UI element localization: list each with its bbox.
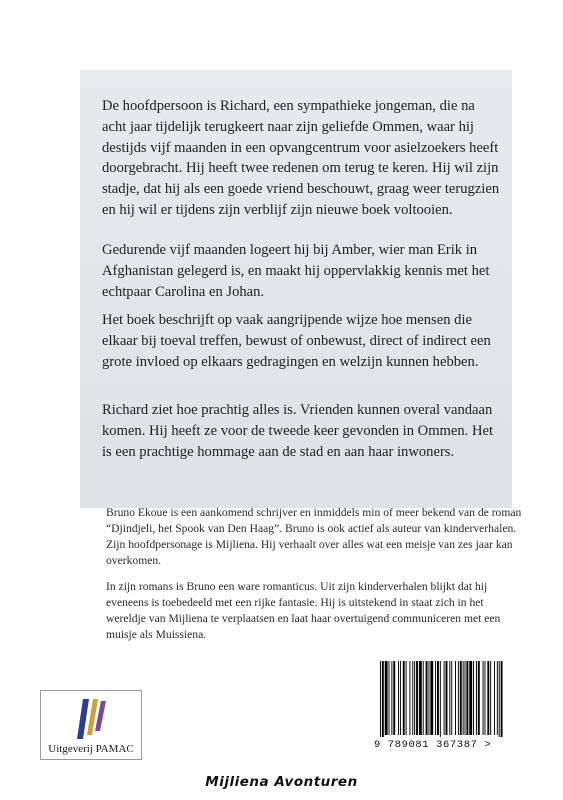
- author-bio-paragraph-1: Bruno Ekoue is een aankomend schrijver en inmiddels min of meer bekend van de roman “Djindjeli, het Spook van Den Haag”. Bruno is ook actief als auteur van kinderverhalen. Zijn hoofdpersonage is Mijliena. Hij verhaalt over alles wat een meisje van zes jaar kan overkomen.: [106, 506, 522, 567]
- blurb-paragraph-3: Het boek beschrijft op vaak aangrijpende wijze hoe mensen die elkaar bij toeval treffen, bewust of onbewust, direct of indirect een grote invloed op elkaars gedragingen en welzijn kunnen hebben.: [102, 312, 491, 370]
- blurb-paragraph-4: Richard ziet hoe prachtig alles is. Vrienden kunnen overal vandaan komen. Hij heeft ze voor de tweede keer gevonden in Ommen. Het is een prachtige hommage aan de stad en aan haar inwoners.: [102, 402, 494, 460]
- barcode-bars-icon: [376, 661, 508, 737]
- publisher-logo: [40, 690, 142, 760]
- isbn-number: 9 789081 367387: [374, 739, 478, 751]
- barcode: [370, 655, 515, 763]
- author-bio-paragraph-2: In zijn romans is Bruno een ware romanticus. Uit zijn kinderverhalen blijkt dat hij eveneens is toebedeeld met een rijke fantasie. Hij is uitstekend in staat zich in het wereldje van Mijliena te verplaatsen en laat haar overtuigend communiceren met een muisje als Muissiena.: [106, 580, 501, 641]
- publisher-name: Uitgeverij PAMAC: [48, 743, 134, 755]
- blurb-paragraph-2: Gedurende vijf maanden logeert hij bij Amber, wier man Erik in Afghanistan gelegerd is, en maakt hij oppervlakkig kennis met het echtpaar Carolina en Johan.: [102, 242, 490, 300]
- book-spines-logo-icon: [67, 695, 117, 741]
- series-title: Mijliena Avonturen: [205, 774, 358, 790]
- quiet-zone-mark: >: [484, 739, 492, 751]
- blurb-panel: [80, 70, 512, 508]
- blurb-paragraph-1: De hoofdpersoon is Richard, een sympathieke jongeman, die na acht jaar tijdelijk terugkeert naar zijn geliefde Ommen, waar hij destijds vijf maanden in een opvangcentrum voor asielzoekers heeft doorgebracht. Hij heeft twee redenen om terug te keren. Hij wil zijn stadje, dat hij als een goede vriend beschouwt, graag weer terugzien en hij wil er tijdens zijn verblijf zijn nieuwe boek voltooien.: [102, 98, 500, 218]
